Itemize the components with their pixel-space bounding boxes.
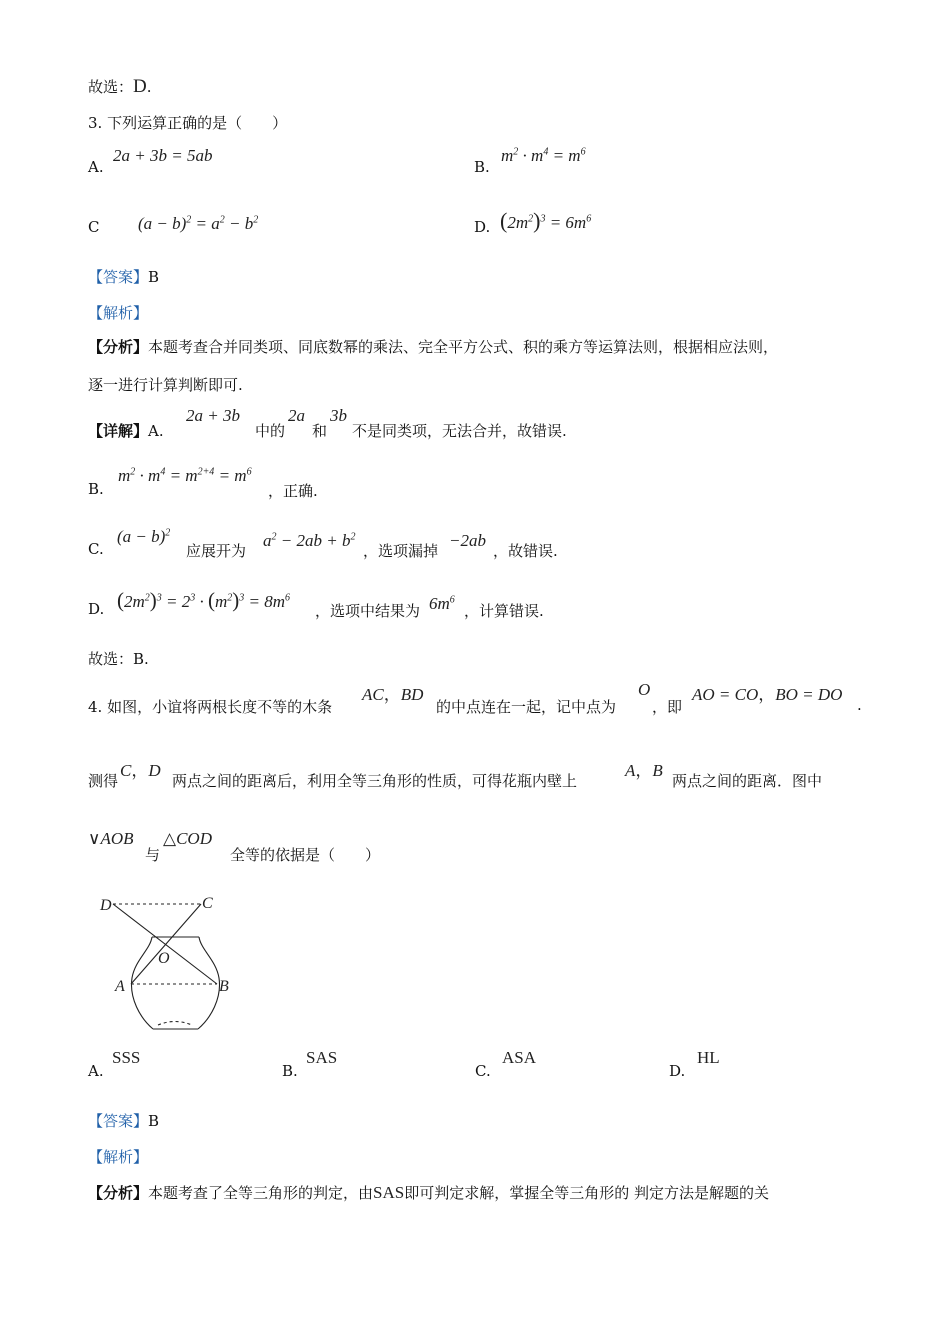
q3-option-b-formula: $m^2 \cdot m^4 = m^6$ [501, 146, 586, 165]
q4-aob: ∨AOB [88, 829, 134, 848]
fenxi-text1: 本题考查了全等三角形的判定，由 [148, 1184, 374, 1202]
detail-b-text: ，正确. [268, 482, 318, 500]
q4-stem-t3: ，即 [652, 698, 683, 716]
q3-analysis-tag: 【解析】 [88, 304, 149, 322]
q4-stem-t2: 的中点连在一起，记中点为 [436, 698, 617, 716]
label-b: B [219, 978, 229, 995]
vase-figure [95, 888, 245, 1038]
q4-ab: A，B [625, 761, 663, 780]
q4-line2-t3: 两点之间的距离．图中 [672, 772, 823, 790]
q4-answer [88, 1110, 159, 1131]
answer-tag: 【答案】 [88, 1112, 149, 1130]
q3-answer [88, 266, 159, 287]
detail-d-text1: ，选项中结果为 [315, 602, 421, 620]
detail-d-formula: $(2m^2)^3 = 2^3 \cdot (m^2)^3 = 8m^6$ [117, 588, 291, 612]
q3-option-a-label: A. [88, 158, 104, 176]
conclusion-label: 故选： [88, 78, 134, 96]
segment-ca [131, 904, 201, 984]
label-o: O [158, 950, 170, 967]
q4-option-d-label: D. [669, 1062, 686, 1080]
vase-left-side [132, 937, 153, 1029]
q4-option-c-value: ASA [502, 1048, 537, 1067]
detail-a-formula: 2a + 3b [186, 406, 240, 425]
q4-o: O [638, 680, 651, 699]
q4-option-a-value: SSS [112, 1048, 141, 1067]
q4-option-a-label: A. [88, 1062, 104, 1080]
q3-option-b-label: B. [474, 158, 490, 176]
detail-b-label: B. [88, 480, 104, 498]
q3-stem: 3. 下列运算正确的是（ ） [88, 114, 288, 132]
answer-tag: 【答案】 [88, 268, 149, 286]
q4-option-b-label: B. [282, 1062, 298, 1080]
detail-b-formula: $m^2 \cdot m^4 = m^{2+4} = m^6$ [118, 466, 252, 485]
q4-analysis-tag: 【解析】 [88, 1148, 149, 1166]
detail-tag: 【详解】 [88, 422, 149, 440]
q4-cod: △COD [163, 829, 212, 848]
fenxi-tag: 【分析】 [88, 1184, 149, 1202]
q4-option-c-label: C. [475, 1062, 491, 1080]
label-d: D [100, 897, 112, 914]
fenxi-text: 本题考查合并同类项、同底数幂的乘法、完全平方公式、积的乘方等运算法则，根据相应法则， [148, 338, 779, 356]
conclusion-answer: D [133, 76, 147, 97]
detail-c-formula: $(a - b)^2$ [117, 527, 171, 546]
detail-c-text1: 应展开为 [186, 542, 247, 560]
detail-d-text2: ，计算错误. [464, 602, 544, 620]
q3-conclusion: 故选：B. [88, 650, 149, 668]
q4-option-d-value: HL [697, 1048, 720, 1067]
detail-c-text2: ，选项漏掉 [363, 542, 439, 560]
q4-stem-start: 4. 如图，小谊将两根长度不等的木条 [88, 698, 333, 716]
q4-cd: C，D [120, 761, 161, 780]
q4-line3-t1: 与 [145, 846, 161, 864]
detail-a-text3: 不是同类项，无法合并，故错误. [352, 422, 567, 440]
q3-option-c-label: C [88, 218, 100, 236]
q3-option-d-label: D. [474, 218, 491, 236]
detail-a-label: A. [148, 422, 164, 440]
detail-a-text1: 中的 [255, 422, 286, 440]
vase-base-dashed [158, 1022, 192, 1026]
q3-detail-a [88, 420, 164, 441]
q4-period: . [857, 696, 862, 714]
q3-option-c-formula: $(a - b)^2 = a^2 - b^2$ [138, 214, 259, 233]
answer-value: B [148, 1112, 160, 1130]
label-a: A [115, 978, 125, 995]
detail-c-text3: ，故错误. [493, 542, 558, 560]
q4-ac-bd: AC，BD [362, 685, 424, 704]
q4-line3-t2: 全等的依据是（ ） [230, 846, 381, 864]
label-c: C [202, 895, 213, 912]
answer-value: B [148, 268, 160, 286]
q3-option-a-formula: 2a + 3b = 5ab [113, 146, 213, 165]
q4-equalities: AO = CO，BO = DO [692, 685, 843, 704]
detail-a-term2: 3b [330, 406, 347, 425]
fenxi-sas: SAS [373, 1183, 405, 1202]
detail-a-term1: 2a [288, 406, 305, 425]
q3-fenxi-line2: 逐一进行计算判断即可. [88, 376, 243, 394]
detail-d-label: D. [88, 600, 105, 618]
q4-option-b-value: SAS [306, 1048, 338, 1067]
detail-c-expansion: $a^2 - 2ab + b^2$ [263, 531, 356, 550]
conclusion-period: . [146, 78, 152, 96]
q2-conclusion [88, 76, 152, 98]
fenxi-text2: 即可判定求解，掌握全等三角形的 判定方法是解题的关 [404, 1184, 769, 1202]
q4-line2-t1: 测得 [88, 772, 119, 790]
detail-c-label: C. [88, 540, 104, 558]
detail-a-text2: 和 [312, 422, 328, 440]
q4-line2-t2: 两点之间的距离后，利用全等三角形的性质，可得花瓶内壁上 [172, 772, 578, 790]
fenxi-tag: 【分析】 [88, 338, 149, 356]
detail-d-term: $6m^6$ [429, 594, 455, 613]
q3-fenxi [88, 336, 778, 357]
q4-fenxi [88, 1182, 769, 1203]
q3-option-d-formula: $(2m^2)^3 = 6m^6$ [500, 208, 592, 233]
detail-c-term: −2ab [449, 531, 486, 550]
